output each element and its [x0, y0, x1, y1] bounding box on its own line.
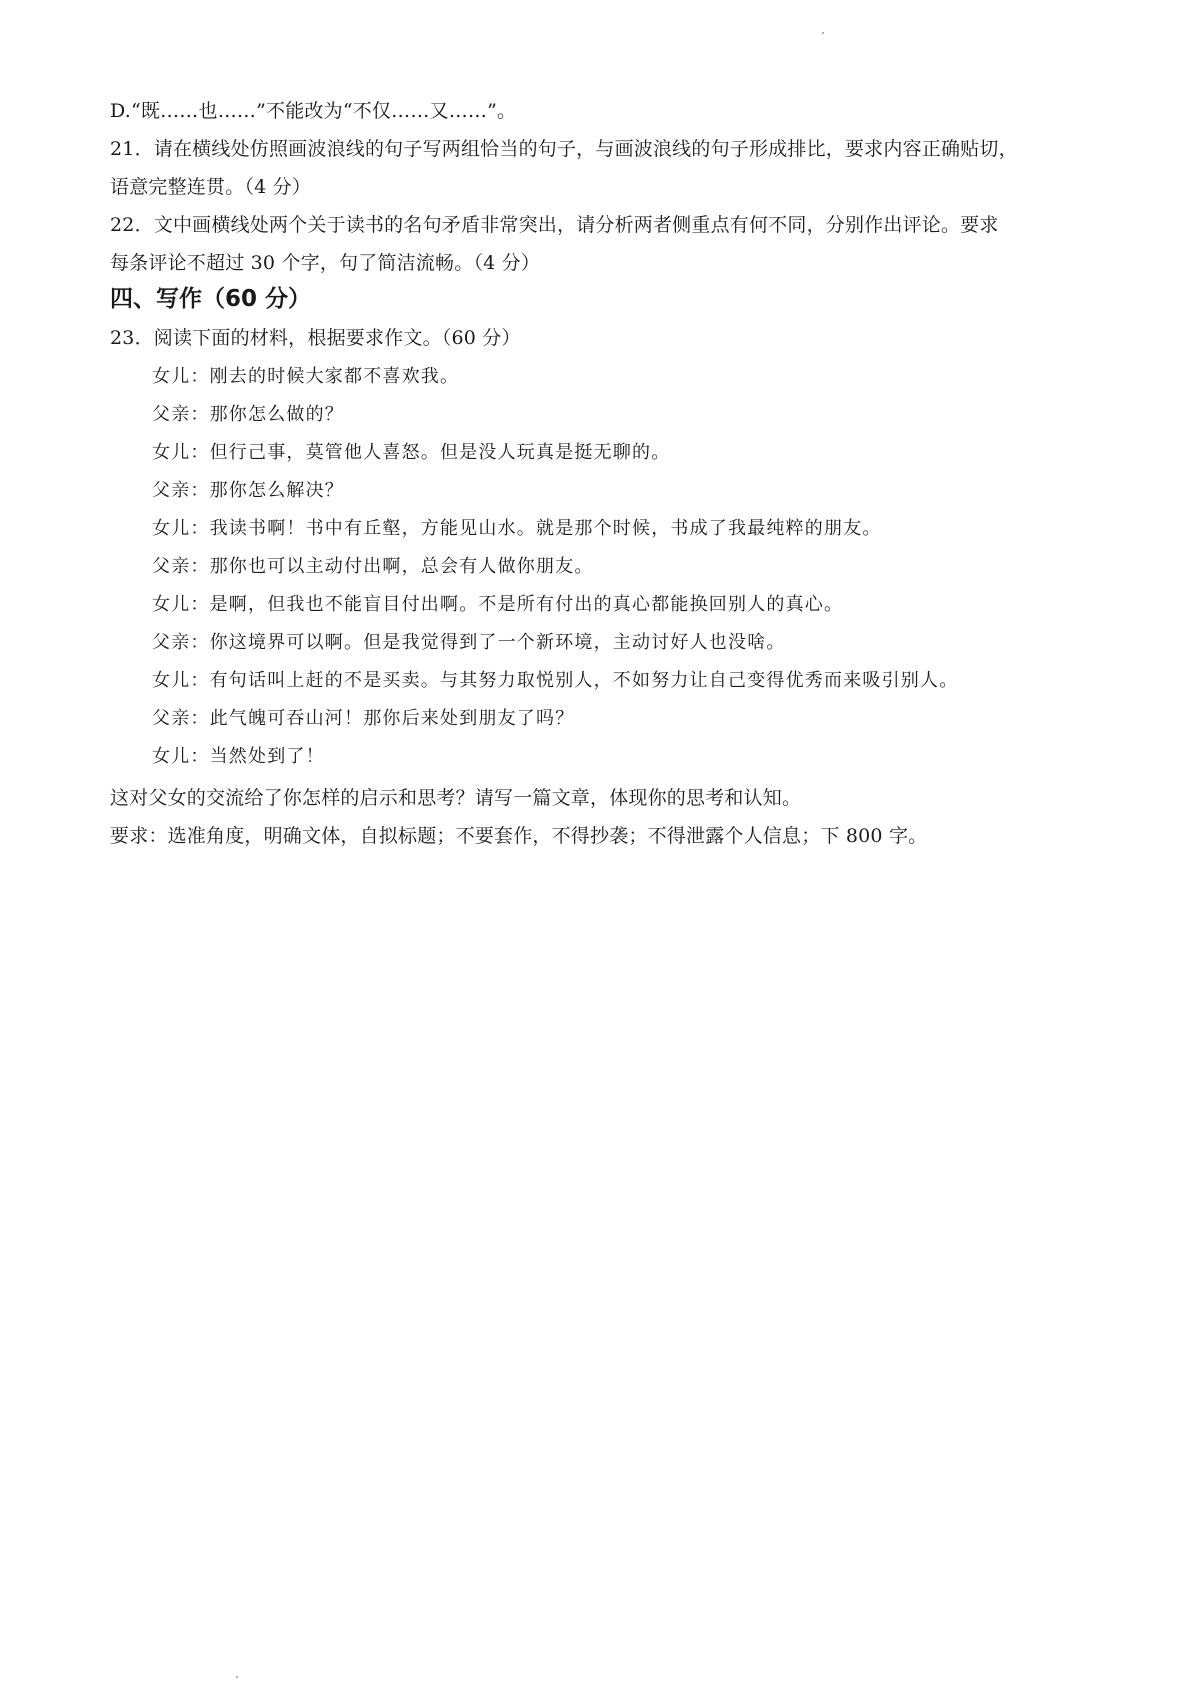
dialogue-line [152, 365, 459, 389]
dialogue-line [152, 593, 843, 617]
speaker-label: 父亲： [152, 708, 210, 729]
speech-text: 当然处到了！ [209, 746, 325, 767]
speech-text: 那你怎么解决？ [209, 480, 345, 501]
question-22-line1: 22．文中画横线处两个关于读书的名句矛盾非常突出，请分析两者侧重点有何不同，分别作出评论。要求 [110, 214, 999, 236]
speech-text: 我读书啊！书中有丘壑，方能见山水。就是那个时候，书成了我最纯粹的朋友。 [209, 518, 882, 539]
scan-speck [822, 32, 824, 34]
question-21-line2: 语意完整连贯。（4 分） [110, 176, 312, 198]
speech-text: 是啊，但我也不能盲目付出啊。不是所有付出的真心都能换回别人的真心。 [209, 594, 844, 615]
speech-text: 那你怎么做的？ [209, 404, 345, 425]
speaker-label: 父亲： [152, 404, 210, 425]
speaker-label: 女儿： [152, 594, 210, 615]
speaker-label: 女儿： [152, 670, 210, 691]
essay-requirements: 要求：选准角度，明确文体，自拟标题；不要套作，不得抄袭；不得泄露个人信息；下 800 字。 [110, 825, 928, 847]
dialogue-line [152, 555, 594, 579]
speech-text: 有句话叫上赶的不是买卖。与其努力取悦别人，不如努力让自己变得优秀而来吸引别人。 [209, 670, 959, 691]
speaker-label: 父亲： [152, 632, 210, 653]
speech-text: 刚去的时候大家都不喜欢我。 [209, 366, 460, 387]
speech-text: 此气魄可吞山河！那你后来处到朋友了吗？ [209, 708, 575, 729]
essay-question: 这对父女的交流给了你怎样的启示和思考？请写一篇文章，体现你的思考和认知。 [110, 787, 802, 809]
speaker-label: 女儿： [152, 366, 210, 387]
speaker-label: 父亲： [152, 556, 210, 577]
dialogue-line [152, 669, 958, 693]
section-heading: 四、写作（60 分） [110, 286, 312, 312]
question-21-line1: 21．请在横线处仿照画波浪线的句子写两组恰当的句子，与画波浪线的句子形成排比，要求内容正确贴切， [110, 138, 1018, 160]
option-d: D.“既……也……”不能改为“不仅……又……”。 [110, 100, 517, 122]
dialogue-line [152, 403, 344, 427]
question-23-prompt: 23．阅读下面的材料，根据要求作文。（60 分） [110, 327, 521, 349]
speaker-label: 女儿： [152, 442, 210, 463]
speaker-label: 女儿： [152, 746, 210, 767]
question-22-line2: 每条评论不超过 30 个字，句了简洁流畅。（4 分） [110, 252, 541, 274]
dialogue-line [152, 707, 574, 731]
dialogue-line [152, 631, 786, 655]
dialogue-line [152, 517, 882, 541]
dialogue-line [152, 745, 325, 769]
speaker-label: 父亲： [152, 480, 210, 501]
speech-text: 你这境界可以啊。但是我觉得到了一个新环境，主动讨好人也没啥。 [209, 632, 786, 653]
scan-speck [236, 1676, 238, 1678]
dialogue-line [152, 479, 344, 503]
speaker-label: 女儿： [152, 518, 210, 539]
dialogue-line [152, 441, 670, 465]
speech-text: 但行己事，莫管他人喜怒。但是没人玩真是挺无聊的。 [209, 442, 671, 463]
speech-text: 那你也可以主动付出啊，总会有人做你朋友。 [209, 556, 594, 577]
